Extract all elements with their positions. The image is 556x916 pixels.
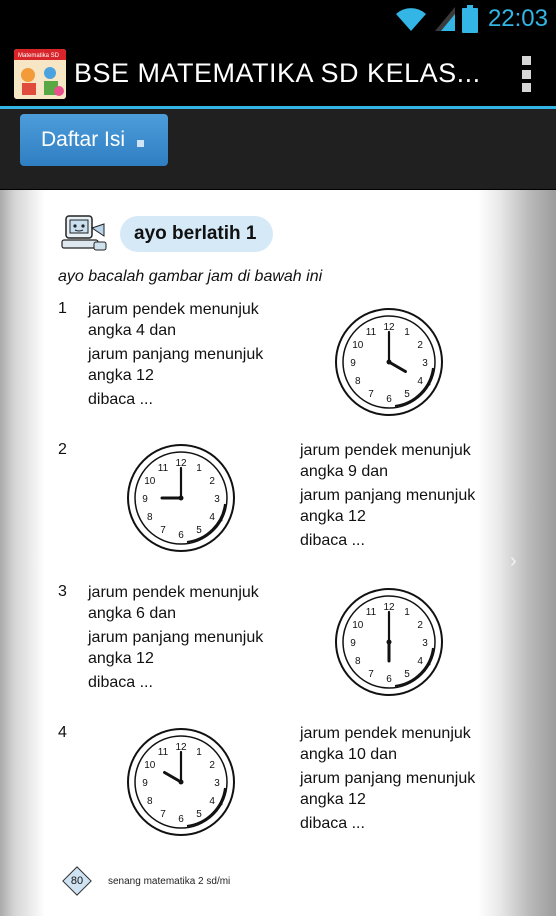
computer-mascot-icon	[60, 214, 108, 254]
clock-numeral: 2	[417, 340, 423, 351]
svg-text:Matematika SD: Matematika SD	[18, 53, 60, 59]
clock-numeral: 11	[157, 746, 169, 758]
clock-numeral: 12	[175, 742, 187, 753]
clock-numeral: 9	[350, 638, 356, 649]
clock-numeral: 12	[383, 322, 395, 333]
clock-numeral: 2	[209, 760, 215, 771]
clock-numeral: 3	[214, 778, 220, 789]
item-line: jarum panjang menunjuk	[300, 770, 476, 787]
item-number: 3	[58, 583, 67, 600]
item-line: angka 9 dan	[300, 463, 389, 480]
item-line: angka 12	[300, 791, 366, 808]
clock-face-icon	[333, 586, 445, 698]
item-answer-prompt: dibaca ...	[88, 391, 153, 408]
item-number: 4	[58, 724, 67, 741]
clock-numeral: 5	[404, 669, 410, 681]
clock-numeral: 5	[404, 389, 410, 401]
clock-numeral: 6	[386, 674, 392, 685]
clock-numeral: 4	[209, 512, 215, 523]
item-text-2	[300, 440, 475, 554]
exercise-title: ayo berlatih 1	[120, 216, 273, 252]
item-text-3	[88, 582, 263, 696]
status-time: 22:03	[487, 5, 548, 32]
clock-numeral: 8	[355, 376, 361, 387]
item-line: jarum pendek menunjuk	[88, 301, 259, 318]
item-line: angka 12	[88, 650, 154, 667]
battery-icon	[462, 5, 478, 33]
item-line: angka 10 dan	[300, 746, 397, 763]
action-bar	[0, 38, 556, 109]
item-answer-prompt: dibaca ...	[300, 532, 365, 549]
clock-numeral: 3	[422, 638, 428, 649]
item-answer-prompt: dibaca ...	[300, 815, 365, 832]
clock-numeral: 4	[209, 796, 215, 807]
item-line: jarum panjang menunjuk	[88, 346, 264, 363]
clock-numeral: 3	[422, 358, 428, 369]
footer-text: senang matematika 2 sd/mi	[108, 876, 231, 887]
clock-numeral: 7	[368, 389, 374, 401]
item-line: jarum pendek menunjuk	[88, 584, 259, 601]
clock-numeral: 8	[147, 796, 153, 807]
item-line: jarum panjang menunjuk	[88, 629, 264, 646]
clock-numeral: 3	[214, 494, 220, 505]
page-number-badge	[62, 866, 92, 896]
item-answer-prompt: dibaca ...	[88, 674, 153, 691]
status-icons	[394, 4, 548, 34]
clock-numeral: 12	[175, 458, 187, 469]
clock-numeral: 7	[160, 809, 166, 821]
clock-numeral: 12	[383, 602, 395, 613]
exercise-header	[60, 214, 273, 254]
clock-numeral: 9	[142, 494, 148, 505]
clock-numeral: 2	[209, 476, 215, 487]
table-of-contents-button[interactable]	[20, 114, 168, 166]
wifi-icon	[394, 6, 428, 32]
clock-numeral: 7	[368, 669, 374, 681]
item-line: angka 6 dan	[88, 605, 177, 622]
overflow-menu-icon[interactable]	[520, 56, 532, 92]
clock-numeral: 11	[365, 326, 377, 338]
clock-numeral: 1	[404, 326, 410, 338]
clock-numeral: 5	[196, 525, 202, 537]
clock-numeral: 8	[147, 512, 153, 523]
item-line: angka 12	[300, 508, 366, 525]
app-icon[interactable]	[14, 49, 66, 99]
clock-numeral: 2	[417, 620, 423, 631]
item-number: 1	[58, 300, 67, 317]
item-line: angka 4 dan	[88, 322, 177, 339]
item-text-1	[88, 299, 263, 413]
clock-numeral: 6	[178, 814, 184, 825]
item-line: jarum pendek menunjuk	[300, 725, 471, 742]
clock-numeral: 11	[157, 462, 169, 474]
item-number: 2	[58, 441, 67, 458]
clock-numeral: 6	[178, 530, 184, 541]
item-text-4	[300, 723, 475, 837]
app-title: BSE MATEMATIKA SD KELAS...	[74, 58, 481, 88]
page-number: 80	[70, 875, 84, 887]
signal-icon	[434, 6, 456, 32]
clock-numeral: 4	[417, 376, 423, 387]
toc-label: Daftar Isi	[41, 128, 126, 151]
clock-numeral: 8	[355, 656, 361, 667]
clock-numeral: 11	[365, 606, 377, 618]
instruction-text: ayo bacalah gambar jam di bawah ini	[58, 268, 323, 285]
next-page-arrow-icon[interactable]: ›	[510, 550, 517, 572]
item-line: jarum panjang menunjuk	[300, 487, 476, 504]
clock-numeral: 10	[144, 476, 156, 487]
clock-numeral: 9	[142, 778, 148, 789]
clock-numeral: 1	[196, 462, 202, 474]
clock-face-icon	[125, 442, 237, 554]
clock-numeral: 10	[352, 620, 364, 631]
clock-numeral: 1	[196, 746, 202, 758]
item-line: jarum pendek menunjuk	[300, 442, 471, 459]
clock-numeral: 1	[404, 606, 410, 618]
status-bar	[0, 0, 556, 38]
dropdown-indicator-icon	[137, 140, 144, 147]
clock-face-icon	[333, 306, 445, 418]
toolbar	[0, 109, 556, 190]
book-page[interactable]	[0, 190, 556, 916]
clock-numeral: 10	[352, 340, 364, 351]
clock-numeral: 6	[386, 394, 392, 405]
clock-numeral: 7	[160, 525, 166, 537]
item-line: angka 12	[88, 367, 154, 384]
clock-numeral: 10	[144, 760, 156, 771]
clock-numeral: 9	[350, 358, 356, 369]
clock-numeral: 4	[417, 656, 423, 667]
clock-numeral: 5	[196, 809, 202, 821]
prev-page-arrow-icon[interactable]: ‹	[32, 550, 39, 572]
clock-face-icon	[125, 726, 237, 838]
